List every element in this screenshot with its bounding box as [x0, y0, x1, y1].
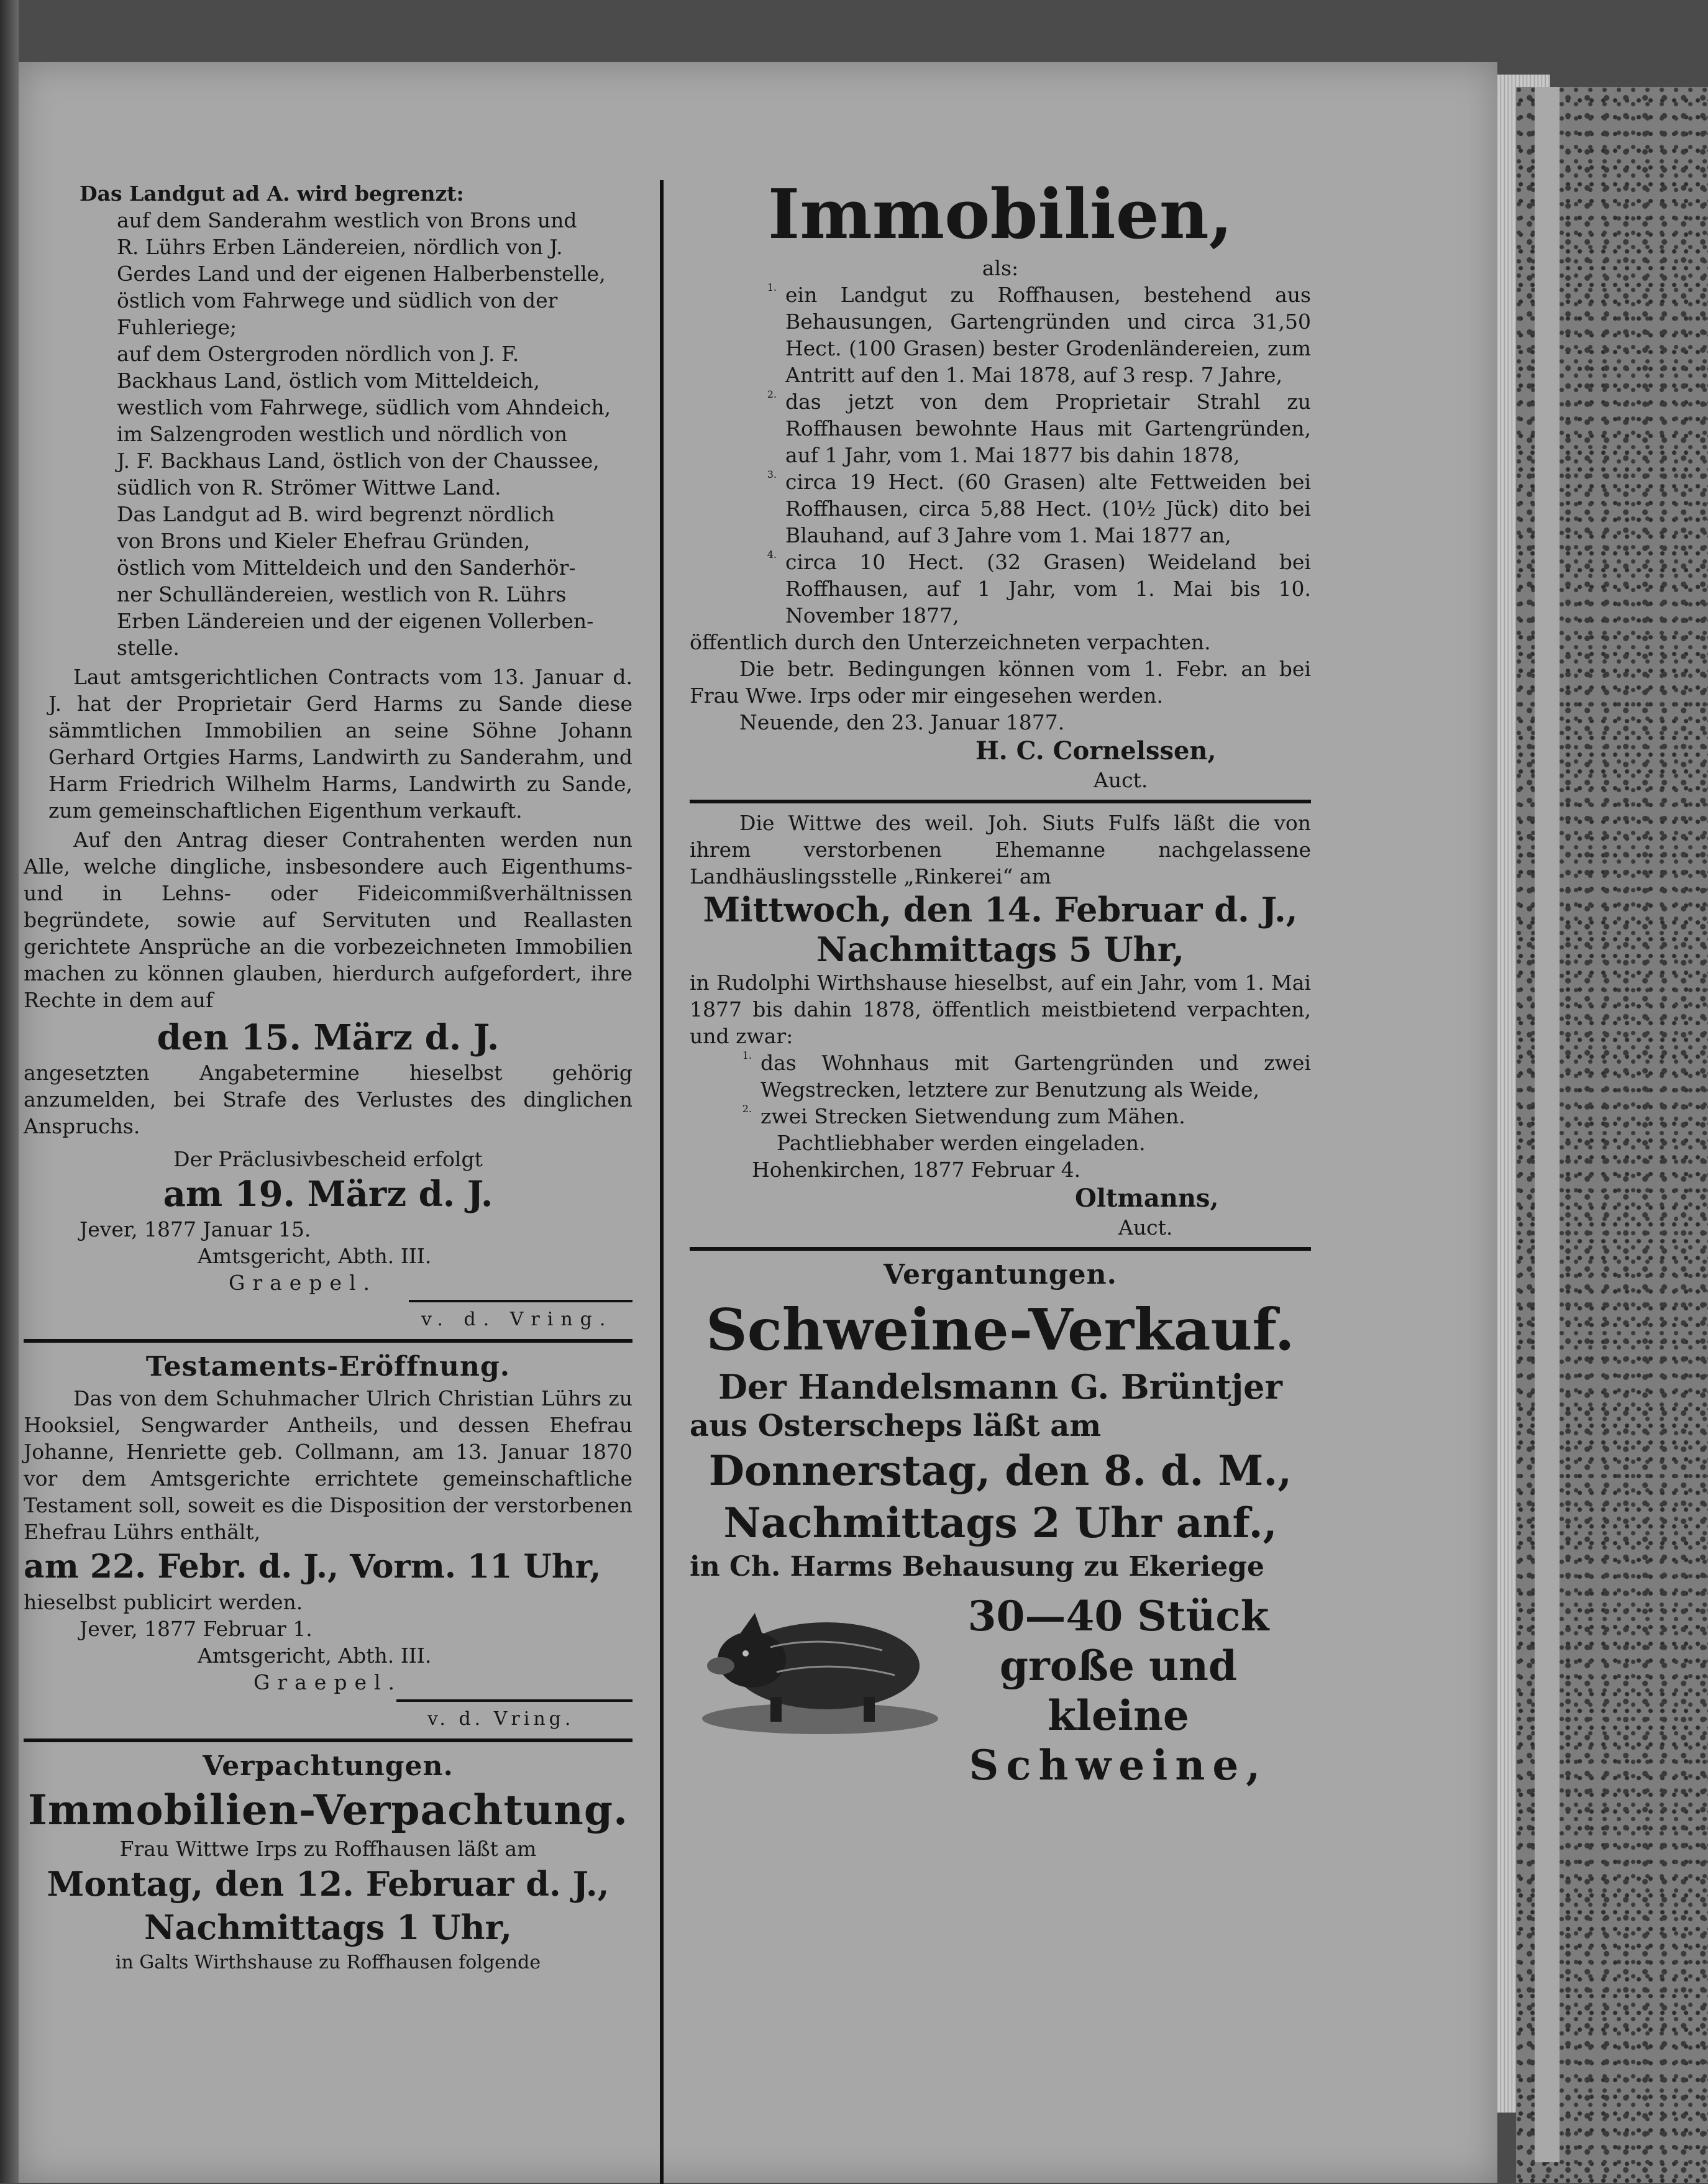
schweine-date: Donnerstag, den 8. d. M., [708, 1446, 1292, 1495]
pig-advert-text [926, 1591, 1311, 1790]
boundary-line: Backhaus Land, östlich vom Mitteldeich, [117, 368, 541, 393]
item-number: 2. [767, 388, 777, 400]
section-divider [24, 1339, 633, 1343]
handel-line-2: aus Osterscheps läßt am [690, 1409, 1102, 1443]
testament-title: Testaments-Eröffnung. [145, 1351, 511, 1382]
item-text: ein Landgut zu Roffhausen, bestehend aus Behausungen, Gartengründen und circa 31,50 Hect. (100 Grasen) bester Grodenländereien, zum Antritt auf den 1. Mai 1878, auf 3 resp. 7 Jahre, [785, 283, 1311, 387]
antrag-paragraph: Auf den Antrag dieser Contrahenten werden nun Alle, welche dingliche, insbesondere auch Eigenthums- und in Lehns- oder Fideicommißverhältnissen begründete, sowie auf Servituten und Reallasten gerichtete Ansprüche an die vorbezeichneten Immobilien machen zu können glauben, hierdurch aufgefordert, ihre Rechte in dem auf [24, 828, 633, 1012]
item-number: 1. [742, 1049, 752, 1061]
item-number: 2. [742, 1103, 752, 1115]
testament-paragraph: Das von dem Schuhmacher Ulrich Christian Lührs zu Hooksiel, Sengwarder Antheils, und dessen Ehefrau Johanne, Henriette geb. Collmann, am 13. Januar 1870 vor dem Amtsgerichte errichtete gemeinschaftliche Testament soll, soweit es die Disposition der verstorbenen Ehefrau Lührs enthält, [24, 1386, 633, 1544]
schweine-word: Schweine, [969, 1741, 1268, 1789]
list-item [752, 281, 1311, 388]
boundary-line: südlich von R. Strömer Wittwe Land. [117, 475, 501, 500]
column-divider [660, 180, 664, 2184]
pig-illustration [696, 1591, 957, 1740]
schweine-count: 30—40 Stück [967, 1592, 1269, 1640]
schweine-time: Nachmittags 2 Uhr anf., [723, 1499, 1277, 1547]
item-text: das jetzt von dem Proprietair Strahl zu Roffhausen bewohnte Haus mit Gartengründen, auf 1 Jahr, vom 1. Mai 1877 bis dahin 1878, [785, 390, 1311, 467]
landgut-boundaries [24, 207, 633, 661]
boundary-line: Erben Ländereien und der eigenen Vollerben- [117, 609, 594, 633]
boundary-line: im Salzengroden westlich und nördlich von [117, 422, 568, 446]
bedingungen-text: Die betr. Bedingungen können vom 1. Febr. an bei Frau Wwe. Irps oder mir eingesehen werden. [690, 657, 1311, 708]
list-item [727, 1049, 1311, 1103]
verpachtung-place: in Galts Wirthshause zu Roffhausen folgende [115, 1952, 541, 1973]
verpachtung-time: Nachmittags 1 Uhr, [144, 1908, 513, 1947]
wittwe-list [690, 1049, 1311, 1130]
judge-1: Graepel. [229, 1271, 378, 1295]
boundary-line: stelle. [117, 636, 180, 660]
als-label: als: [982, 256, 1019, 280]
signature-rule [396, 1699, 633, 1702]
praeclusiv-text: Der Präclusivbescheid erfolgt [173, 1147, 483, 1171]
wittwe-paragraph-2: in Rudolphi Wirthshause hieselbst, auf ein Jahr, vom 1. Mai 1877 bis dahin 1878, öffentlich meistbietend verpachten, und zwar: [690, 971, 1311, 1048]
judge-2: Graepel. [253, 1670, 403, 1694]
testament-publication: hieselbst publicirt werden. [24, 1590, 303, 1614]
place-date-1: Jever, 1877 Januar 15. [80, 1217, 311, 1241]
termin-paragraph: angesetzten Angabetermine hieselbst gehörig anzumelden, bei Strafe des Verlustes des dinglichen Anspruchs. [24, 1061, 633, 1138]
landgut-a-intro: Das Landgut ad A. wird begrenzt: [80, 181, 464, 206]
place-date-3: Neuende, den 23. Januar 1877. [739, 710, 1065, 734]
boundary-line: J. F. Backhaus Land, östlich von der Chaussee, [117, 449, 600, 473]
book-cover-inner [1535, 87, 1560, 2162]
schweine-place: in Ch. Harms Behausung zu Ekeriege [690, 1551, 1265, 1583]
section-divider [690, 800, 1311, 803]
signature-rule [409, 1300, 633, 1302]
boundary-line: ner Schulländereien, westlich von R. Lührs [117, 582, 567, 606]
item-text: circa 10 Hect. (32 Grasen) Weideland bei Roffhausen, auf 1 Jahr, vom 1. Mai bis 10. November 1877, [785, 550, 1311, 628]
verpachten-text: öffentlich durch den Unterzeichneten verpachten. [690, 630, 1211, 654]
vergantungen-heading: Vergantungen. [884, 1259, 1117, 1291]
item-number: 1. [767, 281, 777, 293]
wittwe-paragraph: Die Wittwe des weil. Joh. Siuts Fulfs läßt die von ihrem verstorbenen Ehemanne nachgelassene Landhäuslingsstelle „Rinkerei“ am [690, 811, 1311, 889]
deadline-date-1: den 15. März d. J. [157, 1017, 500, 1058]
boundary-line: auf dem Sanderahm westlich von Brons und [117, 208, 577, 232]
contract-paragraph: Laut amtsgerichtlichen Contracts vom 13. Januar d. J. hat der Proprietair Gerd Harms zu Sande diese sämmtlichen Immobilien an seine Söhne Johann Gerhard Ortgies Harms, Landwirth zu Sanderahm, und Harm Friedrich Wilhelm Harms, Landwirth zu Sande, zum gemeinschaftlichen Eigenthum verkauft. [48, 665, 633, 823]
boundary-line: östlich vom Mitteldeich und den Sanderhör- [117, 555, 576, 580]
book-binding-left [0, 0, 19, 2183]
clerk-2: v. d. Vring. [427, 1708, 575, 1730]
pacht-text: Pachtliebhaber werden eingeladen. [777, 1131, 1146, 1155]
left-column [24, 180, 633, 1976]
verpachtungen-heading: Verpachtungen. [203, 1750, 454, 1782]
list-item [752, 388, 1311, 468]
boundary-line: östlich vom Fahrwege und südlich von der [117, 288, 558, 313]
section-divider [24, 1739, 633, 1742]
boundary-line: auf dem Ostergroden nördlich von J. F. [117, 342, 519, 366]
pig-advert [690, 1591, 1311, 1789]
schweine-desc: große und kleine [999, 1642, 1238, 1740]
right-column [690, 174, 1311, 1789]
boundary-line: Das Landgut ad B. wird begrenzt nördlich [117, 502, 555, 526]
signer-2: Oltmanns, [1075, 1184, 1219, 1213]
testament-date: am 22. Febr. d. J., Vorm. 11 Uhr, [24, 1548, 601, 1586]
wittwe-time: Nachmittags 5 Uhr, [816, 930, 1185, 969]
item-text: das Wohnhaus mit Gartengründen und zwei Wegstrecken, letztere zur Benutzung als Weide, [760, 1051, 1311, 1102]
schweine-title: Schweine-Verkauf. [706, 1296, 1295, 1363]
deadline-date-2: am 19. März d. J. [163, 1174, 493, 1215]
list-item [752, 468, 1311, 549]
verpachtung-date: Montag, den 12. Februar d. J., [47, 1864, 610, 1904]
verpachtung-intro: Frau Wittwe Irps zu Roffhausen läßt am [119, 1837, 537, 1861]
place-date-2: Jever, 1877 Februar 1. [80, 1617, 313, 1641]
verpachtung-title: Immobilien-Verpachtung. [27, 1786, 629, 1834]
boundary-line: westlich vom Fahrwege, südlich vom Ahndeich, [117, 395, 611, 419]
item-number: 3. [767, 468, 777, 480]
item-text: circa 19 Hect. (60 Grasen) alte Fettweiden bei Roffhausen, circa 5,88 Hect. (10½ Jück) dito bei Blauhand, auf 3 Jahre vom 1. Mai 1877 an, [785, 470, 1311, 547]
signer-1-title: Auct. [1094, 768, 1148, 792]
list-item [752, 549, 1311, 629]
boundary-line: R. Lührs Erben Ländereien, nördlich von J. [117, 235, 563, 259]
immobilien-list [690, 281, 1311, 629]
wittwe-date: Mittwoch, den 14. Februar d. J., [703, 890, 1298, 930]
signer-2-title: Auct. [1118, 1215, 1173, 1240]
immobilien-title: Immobilien, [767, 174, 1233, 254]
list-item [727, 1103, 1311, 1130]
court-1: Amtsgericht, Abth. III. [198, 1244, 432, 1268]
boundary-line: von Brons und Kieler Ehefrau Gründen, [117, 529, 531, 553]
boundary-line: Gerdes Land und der eigenen Halberbenstelle, [117, 262, 606, 286]
signer-1: H. C. Cornelssen, [975, 736, 1217, 765]
clerk-1: v. d. Vring. [421, 1309, 613, 1330]
handel-line-1: Der Handelsmann G. Brüntjer [718, 1367, 1282, 1407]
item-number: 4. [767, 549, 777, 560]
court-2: Amtsgericht, Abth. III. [198, 1643, 432, 1668]
place-date-4: Hohenkirchen, 1877 Februar 4. [752, 1158, 1081, 1182]
boundary-line: Fuhleriege; [117, 315, 237, 339]
section-divider [690, 1247, 1311, 1251]
item-text: zwei Strecken Sietwendung zum Mähen. [760, 1104, 1185, 1128]
